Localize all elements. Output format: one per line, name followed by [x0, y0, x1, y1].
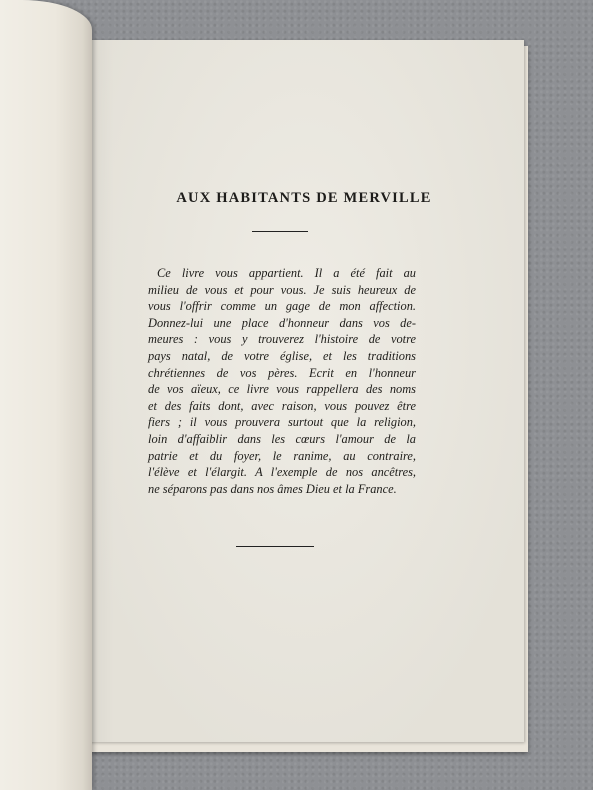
paragraph-line: l'élève et l'élargit. A l'exemple de nos ancêtres, [148, 465, 416, 480]
paragraph-line: loin d'affaiblir dans les cœurs l'amour de la [148, 431, 416, 446]
left-page-curl [0, 0, 92, 790]
paragraph-line: chrétiennes de vos pères. Ecrit en l'honneur [148, 365, 416, 380]
paragraph-line: vous l'offrir comme un gage de mon affection. [148, 299, 416, 314]
paragraph-line: milieu de vous et pour vous. Je suis heureux de [148, 282, 416, 297]
paragraph-line: ne séparons pas dans nos âmes Dieu et la France. [148, 481, 397, 496]
end-divider [236, 546, 314, 547]
paragraph-line: fiers ; il vous prouvera surtout que la religion, [148, 415, 416, 430]
paragraph-line: Ce livre vous appartient. Il a été fait au [157, 266, 416, 280]
title-divider [252, 231, 308, 232]
paragraph-line: et des faits dont, avec raison, vous pouvez être [148, 398, 416, 413]
paragraph-line: meures : vous y trouverez l'histoire de votre [148, 332, 416, 347]
paragraph-line: de vos aïeux, ce livre vous rappellera des noms [148, 382, 416, 397]
dedication-paragraph [148, 265, 416, 497]
paragraph-line: patrie et du foyer, le ranime, au contraire, [148, 448, 416, 463]
paragraph-line: Donnez-lui une place d'honneur dans vos de- [148, 315, 416, 330]
paragraph-line: pays natal, de votre église, et les traditions [148, 348, 416, 363]
dedication-title: AUX HABITANTS DE MERVILLE [176, 190, 432, 206]
